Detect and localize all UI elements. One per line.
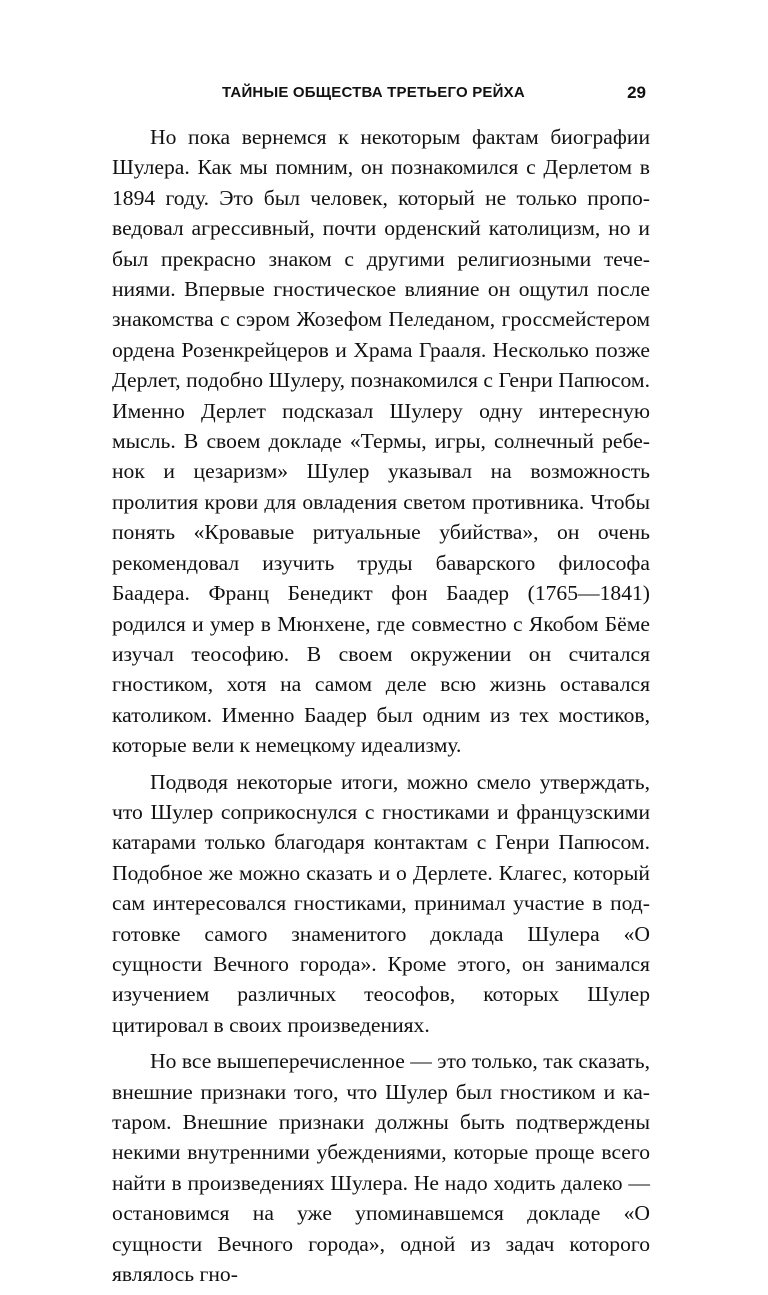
running-head — [0, 80, 768, 110]
paragraph: Но все вышеперечисленное — это только, так сказать, внешние признаки того, что Шулер был гностиком и катаром. Внешние признаки должны быть подтверждены некими внутренними убеждениями, которые проще всего найти в произведениях Шулера. Не надо ходить далеко — остановимся на уже упоминавшемся докладе «О сущности Вечного города», одной из задач которого являлось гно- — [112, 1049, 650, 1287]
paragraph: Но пока вернемся к некоторым фактам биографии Шулера. Как мы помним, он познакомился с Дерлетом в 1894 году. Это был человек, который не только проповедовал агрессивный, почти орденский католицизм, но и был прекрасно знаком с другими религиозными течениями. Впервые гностическое влияние он ощутил после знакомства с сэром Жозефом Пеледаном, гроссмейстером ордена Розенкрейцеров и Храма Грааля. Несколько позже Дерлет, подобно Шулеру, познакомился с Генри Папюсом. Именно Дерлет подсказал Шулеру одну интересную мысль. В своем докладе «Термы, игры, солнечный ребенок и цезаризм» Шулер указывал на возможность пролития крови для овладения светом противника. Чтобы понять «Кровавые ритуальные убийства», он очень рекомендовал изучить труды баварского философа Баадера. Франц Бенедикт фон Баадер (1765—1841) родился и умер в Мюнхене, где совместно с Якобом Бёме изучал теософию. В своем окружении он считался гностиком, хотя на самом деле всю жизнь оставался католиком. Именно Баадер был одним из тех мостиков, которые вели к немецкому идеализму. — [112, 125, 650, 758]
paragraph: Подводя некоторые итоги, можно смело утверждать, что Шулер соприкоснулся с гностиками и французскими катарами только благодаря контактам с Генри Папюсом. Подобное же можно сказать и о Дерлете. Клагес, который сам интересовался гностиками, принимал участие в подготовке самого знаменитого доклада Шулера «О сущности Вечного города». Кроме этого, он занимался изучением различных теософов, которых Шулер цитировал в своих произведениях. — [112, 769, 650, 1037]
page-number: 29 — [627, 83, 646, 102]
running-title: ТАЙНЫЕ ОБЩЕСТВА ТРЕТЬЕГО РЕЙХА — [222, 84, 525, 101]
body-text — [112, 122, 650, 1295]
